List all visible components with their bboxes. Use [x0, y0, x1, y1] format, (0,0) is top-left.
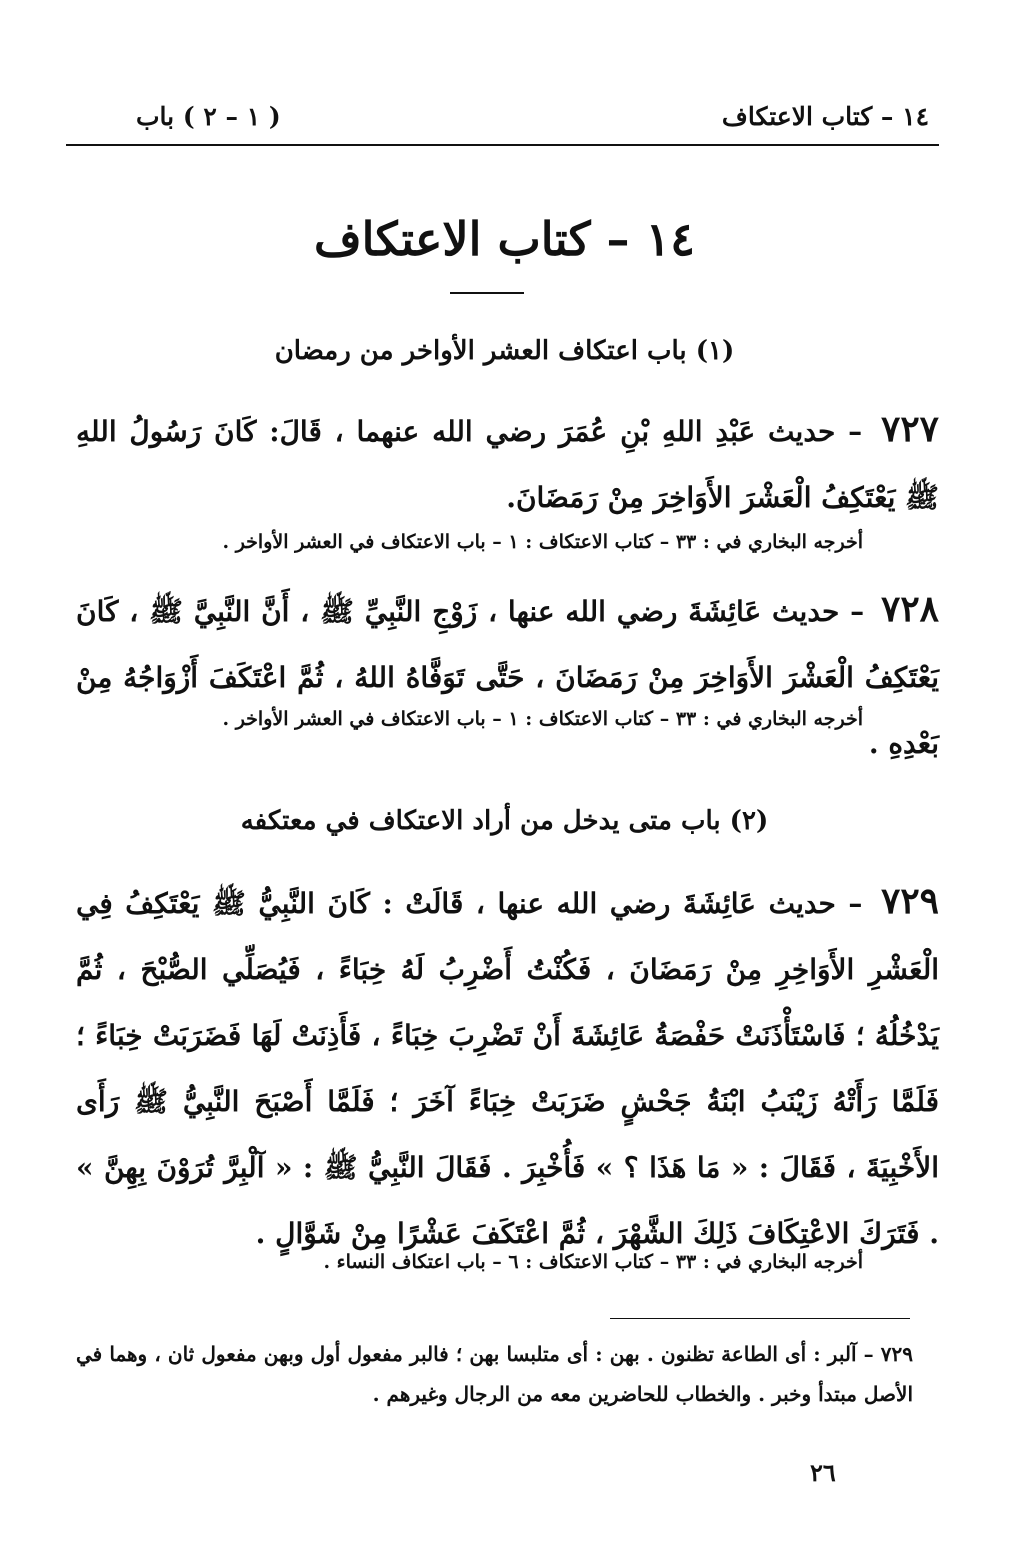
hadith-text: – حديث عَبْدِ اللهِ بْنِ عُمَرَ رضي الله عنهما ، قَالَ: كَانَ رَسُولُ اللهِ ﷺ يَعْتَكِفُ الْعَشْرَ الأَوَاخِرَ مِنْ رَمَضَانَ.	[76, 415, 939, 514]
takhrij-729: أخرجه البخاري في : ٣٣ – كتاب الاعتكاف : ٦ – باب اعتكاف النساء .	[323, 1251, 863, 1273]
hadith-729	[76, 868, 939, 1267]
running-head-chapters: ( ١ – ٢ ) باب	[136, 102, 281, 131]
chapter-heading-2: (٢) باب متى يدخل من أراد الاعتكاف في معتكفه	[240, 806, 769, 836]
takhrij-727: أخرجه البخاري في : ٣٣ – كتاب الاعتكاف : ١ – باب الاعتكاف في العشر الأواخر .	[222, 531, 863, 553]
title-divider	[450, 292, 524, 294]
hadith-727	[76, 396, 939, 531]
hadith-number: ٧٢٧	[880, 408, 939, 450]
hadith-number: ٧٢٨	[881, 588, 940, 630]
book-title: ١٤ – كتاب الاعتكاف	[313, 212, 695, 266]
page-number: ٢٦	[810, 1458, 836, 1487]
chapter-heading-1: (١) باب اعتكاف العشر الأواخر من رمضان	[274, 336, 735, 366]
footnote: ٧٢٩ – آلبر : أى الطاعة تظنون . بهن : أى متلبسا بهن ؛ فالبر مفعول أول وبهن مفعول ثان ، وهما في الأصل مبتدأ وخبر . والخطاب للحاضرين معه من الرجال وغيرهم .	[76, 1342, 913, 1406]
hadith-text: – حديث عَائِشَةَ رضي الله عنها ، زَوْجِ النَّبِيِّ ﷺ ، أَنَّ النَّبِيَّ ﷺ ، كَانَ يَعْتَكِفُ الْعَشْرَ الأَوَاخِرَ مِنْ رَمَضَانَ ، حَتَّى تَوَفَّاهُ اللهُ ، ثُمَّ اعْتَكَفَ أَزْوَاجُهُ مِنْ بَعْدِهِ .	[76, 595, 939, 760]
footnote-divider	[610, 1318, 910, 1319]
running-head-book: ١٤ – كتاب الاعتكاف	[721, 102, 929, 131]
hadith-text: – حديث عَائِشَةَ رضي الله عنها ، قَالَتْ : كَانَ النَّبِيُّ ﷺ يَعْتَكِفُ فِي الْعَشْرِ الأَوَاخِرِ مِنْ رَمَضَانَ ، فَكُنْتُ أَضْرِبُ لَهُ خِبَاءً ، فَيُصَلِّي الصُّبْحَ ، ثُمَّ يَدْخُلُهُ ؛ فَاسْتَأْذَنَتْ حَفْصَةُ عَائِشَةَ أَنْ تَضْرِبَ خِبَاءً ، فَأَذِنَتْ لَهَا فَضَرَبَتْ خِبَاءً ؛ فَلَمَّا رَأَتْهُ زَيْنَبُ ابْنَةُ جَحْشٍ ضَرَبَتْ خِبَاءً آخَرَ ؛ فَلَمَّا أَصْبَحَ النَّبِيُّ ﷺ رَأَى الأَخْبِيَةَ ، فَقَالَ : « مَا هَذَا ؟ » فَأُخْبِرَ . فَقَالَ النَّبِيُّ ﷺ : « آلْبِرَّ تُرَوْنَ بِهِنَّ » . فَتَرَكَ الاعْتِكَافَ ذَلِكَ الشَّهْرَ ، ثُمَّ اعْتَكَفَ عَشْرًا مِنْ شَوَّالٍ .	[76, 887, 939, 1250]
takhrij-728: أخرجه البخاري في : ٣٣ – كتاب الاعتكاف : ١ – باب الاعتكاف في العشر الأواخر .	[222, 708, 863, 730]
hadith-728	[76, 576, 939, 777]
running-head	[66, 100, 939, 146]
hadith-number: ٧٢٩	[881, 880, 940, 922]
